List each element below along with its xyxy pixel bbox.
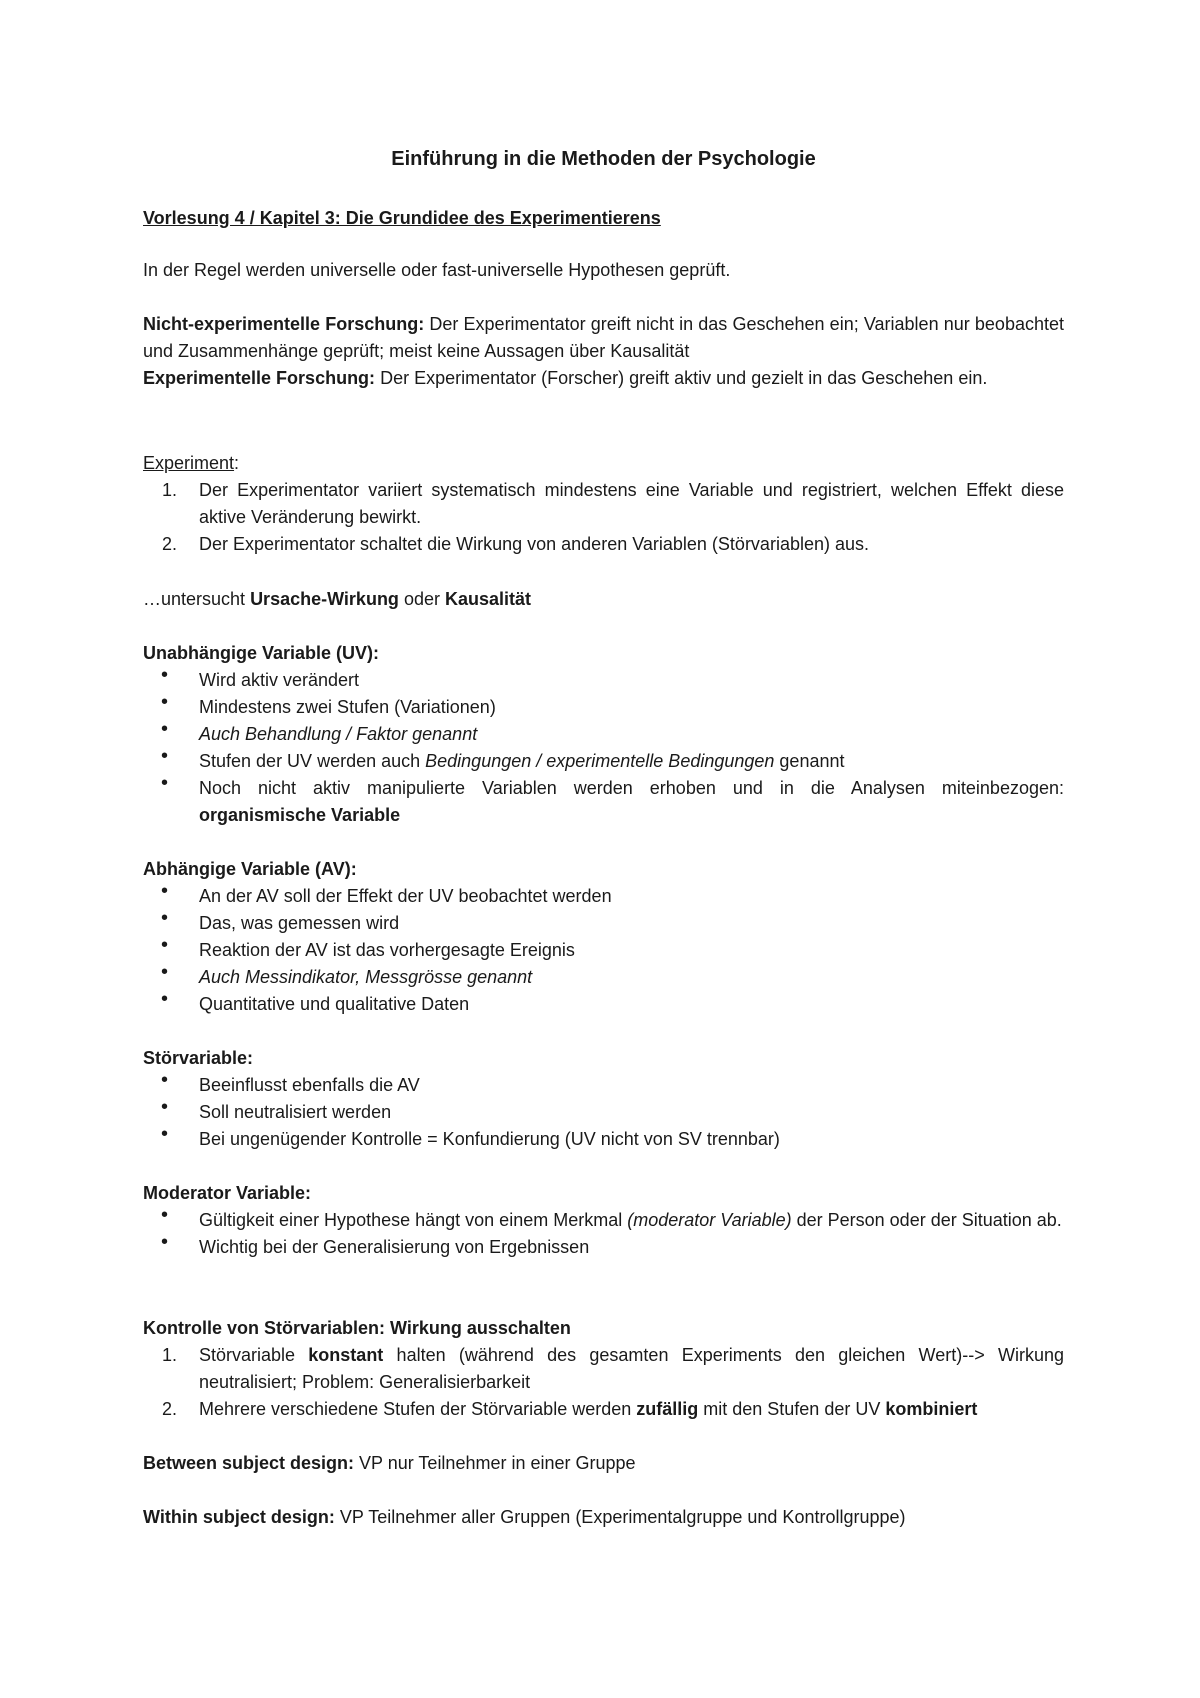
between-design-label: Between subject design:: [143, 1453, 355, 1473]
av-item: [143, 988, 1064, 1018]
causality-mid: oder: [398, 589, 445, 609]
control-item-bold: zufällig: [636, 1399, 699, 1419]
control-item-text: Störvariable: [199, 1345, 309, 1365]
uv-item-text-end: genannt: [774, 751, 845, 771]
bullet-icon: •: [161, 1204, 169, 1226]
sv-item: [143, 1069, 1064, 1099]
uv-item-text: Mindestens zwei Stufen (Variationen): [199, 697, 496, 717]
list-number: 2.: [162, 1399, 178, 1419]
bullet-icon: •: [161, 907, 169, 929]
bullet-icon: •: [161, 718, 169, 740]
lecture-subtitle: Vorlesung 4 / Kapitel 3: Die Grundidee des Experimentierens: [143, 208, 661, 228]
uv-heading: Unabhängige Variable (UV):: [143, 643, 380, 663]
experimental-label: Experimentelle Forschung:: [143, 368, 376, 388]
control-item-bold: konstant: [308, 1345, 384, 1365]
uv-item-text: Wird aktiv verändert: [199, 670, 360, 690]
bullet-icon: •: [161, 664, 169, 686]
control-item: [143, 1396, 1064, 1423]
intro-paragraph: In der Regel werden universelle oder fast-universelle Hypothesen geprüft.: [143, 260, 731, 280]
av-heading: Abhängige Variable (AV):: [143, 859, 357, 879]
moderator-heading: Moderator Variable:: [143, 1183, 312, 1203]
moderator-item-text-end: der Person oder der Situation ab.: [791, 1210, 1062, 1230]
av-item-text: Quantitative und qualitative Daten: [199, 994, 470, 1014]
within-design-text: VP Teilnehmer aller Gruppen (Experimentalgruppe und Kontrollgruppe): [334, 1507, 906, 1527]
uv-item-bold: organismische Variable: [199, 805, 401, 825]
sv-item-text: Soll neutralisiert werden: [199, 1102, 392, 1122]
sv-list: [143, 1069, 1064, 1153]
bullet-icon: •: [161, 691, 169, 713]
causality-paragraph: [143, 586, 1064, 613]
within-design-paragraph: [143, 1504, 1064, 1531]
sv-item-text: Beeinflusst ebenfalls die AV: [199, 1075, 420, 1095]
moderator-item-italic: (moderator Variable): [627, 1210, 792, 1230]
nonexperimental-label: Nicht-experimentelle Forschung:: [143, 314, 425, 334]
causality-prefix: …untersucht: [143, 589, 251, 609]
av-item: [143, 961, 1064, 991]
uv-item-text: Stufen der UV werden auch: [199, 751, 426, 771]
moderator-item: [143, 1204, 1064, 1234]
bullet-icon: •: [161, 1096, 169, 1118]
sv-item: [143, 1123, 1064, 1153]
uv-item: [143, 745, 1064, 775]
av-item: [143, 907, 1064, 937]
moderator-list: [143, 1204, 1064, 1261]
bullet-icon: •: [161, 988, 169, 1010]
document-title: Einführung in die Methoden der Psychologie: [391, 148, 816, 170]
uv-item-text: Auch Behandlung / Faktor genannt: [199, 724, 478, 744]
within-design-label: Within subject design:: [143, 1507, 335, 1527]
control-item-text-end: halten (während des gesamten Experiments den gleichen Wert)--> Wirkung neutralisiert; Problem: Generalisierbarkeit: [199, 1345, 1064, 1392]
bullet-icon: •: [161, 772, 169, 794]
sv-item: [143, 1096, 1064, 1126]
list-number: 2.: [162, 534, 178, 554]
uv-item-text: Noch nicht aktiv manipulierte Variablen werden erhoben und in die Analysen miteinbezogen:: [199, 778, 1064, 798]
av-item: [143, 880, 1064, 910]
causality-bold-1: Ursache-Wirkung: [250, 589, 399, 609]
bullet-icon: •: [161, 745, 169, 767]
experiment-item: [143, 477, 1064, 531]
bullet-icon: •: [161, 1069, 169, 1091]
bullet-icon: •: [161, 961, 169, 983]
control-item-bold: kombiniert: [885, 1399, 978, 1419]
uv-item: [143, 664, 1064, 694]
sv-item-text: Bei ungenügender Kontrolle = Konfundierung (UV nicht von SV trennbar): [199, 1129, 780, 1149]
uv-item-italic: Bedingungen / experimentelle Bedingungen: [425, 751, 775, 771]
uv-item: [143, 772, 1064, 829]
list-number: 1.: [162, 480, 178, 500]
nonexperimental-text: Der Experimentator greift nicht in das Geschehen ein; Variablen nur beobachtet und Zusammenhänge geprüft; meist keine Aussagen über Kausalität: [143, 314, 1064, 361]
av-list: [143, 880, 1064, 1018]
moderator-item-text: Gültigkeit einer Hypothese hängt von einem Merkmal: [199, 1210, 628, 1230]
bullet-icon: •: [161, 1231, 169, 1253]
uv-item: [143, 691, 1064, 721]
sv-heading: Störvariable:: [143, 1048, 254, 1068]
experiment-item-text: Der Experimentator variiert systematisch mindestens eine Variable und registriert, welchen Effekt diese aktive Veränderung bewirkt.: [199, 480, 1064, 527]
control-item-text-mid: mit den Stufen der UV: [698, 1399, 886, 1419]
bullet-icon: •: [161, 1123, 169, 1145]
experiment-heading: [143, 450, 1064, 477]
between-design-text: VP nur Teilnehmer in einer Gruppe: [354, 1453, 636, 1473]
av-item-text: Reaktion der AV ist das vorhergesagte Ereignis: [199, 940, 575, 960]
control-list: [143, 1342, 1064, 1423]
experiment-item-text: Der Experimentator schaltet die Wirkung von anderen Variablen (Störvariablen) aus.: [199, 534, 869, 554]
experiment-colon: :: [234, 453, 240, 473]
experimental-text: Der Experimentator (Forscher) greift aktiv und gezielt in das Geschehen ein.: [375, 368, 988, 388]
control-item-text: Mehrere verschiedene Stufen der Störvariable werden: [199, 1399, 637, 1419]
bullet-icon: •: [161, 880, 169, 902]
av-item: [143, 934, 1064, 964]
experiment-label: Experiment: [143, 453, 235, 473]
bullet-icon: •: [161, 934, 169, 956]
causality-bold-2: Kausalität: [444, 589, 531, 609]
av-item-italic: Auch Messindikator, Messgrösse genannt: [199, 967, 533, 987]
between-design-paragraph: [143, 1450, 1064, 1477]
moderator-item: [143, 1231, 1064, 1261]
experiment-list: [143, 477, 1064, 558]
list-number: 1.: [162, 1345, 178, 1365]
av-item-text: Das, was gemessen wird: [199, 913, 400, 933]
experiment-item: [143, 531, 1064, 558]
moderator-item-text: Wichtig bei der Generalisierung von Ergebnissen: [199, 1237, 590, 1257]
control-heading: Kontrolle von Störvariablen: Wirkung ausschalten: [143, 1318, 571, 1338]
av-item-text: An der AV soll der Effekt der UV beobachtet werden: [199, 886, 612, 906]
research-types-paragraph: [143, 311, 1064, 392]
uv-item: [143, 718, 1064, 748]
uv-list: [143, 664, 1064, 829]
control-item: [143, 1342, 1064, 1396]
